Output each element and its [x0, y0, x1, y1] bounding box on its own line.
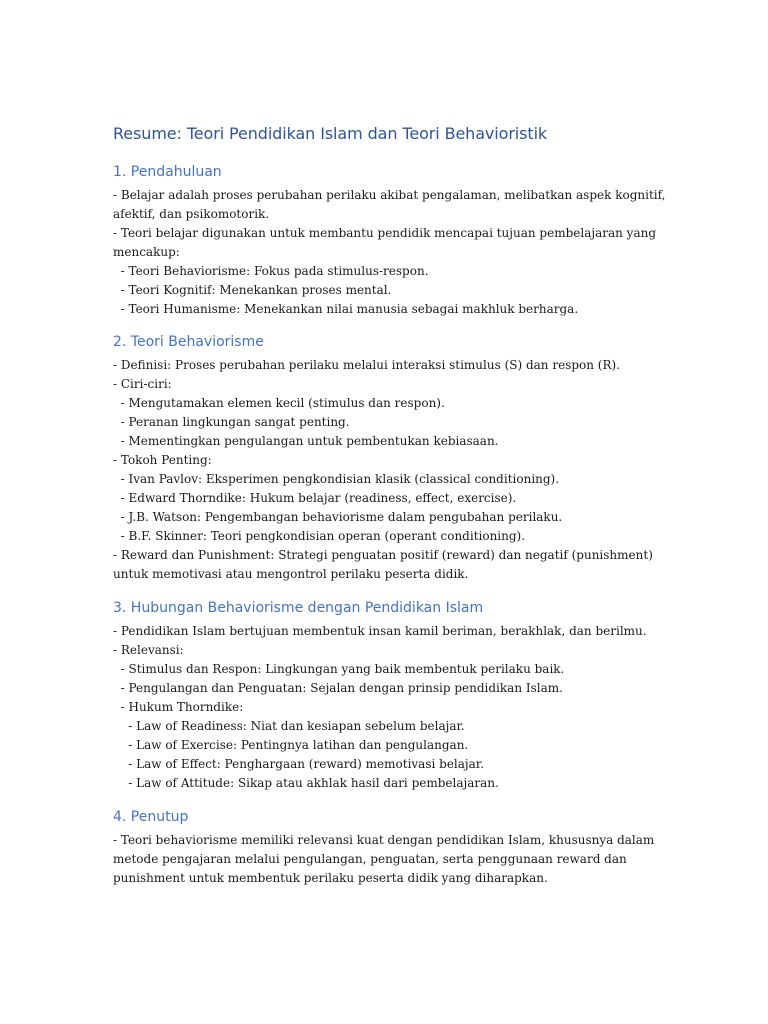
text-line: - Law of Attitude: Sikap atau akhlak hasil dari pembelajaran. — [113, 776, 499, 790]
section-body — [113, 356, 673, 584]
text-line: punishment untuk membentuk perilaku peserta didik yang diharapkan. — [113, 871, 548, 885]
text-line: - Edward Thorndike: Hukum belajar (readiness, effect, exercise). — [113, 491, 517, 505]
text-line: - J.B. Watson: Pengembangan behaviorisme dalam pengubahan perilaku. — [113, 510, 563, 524]
text-line: - Teori Behaviorisme: Fokus pada stimulus-respon. — [113, 264, 429, 278]
section-teori-behaviorisme — [113, 332, 673, 584]
section-body — [113, 186, 673, 319]
text-line: - Law of Readiness: Niat dan kesiapan sebelum belajar. — [113, 719, 465, 733]
text-line: - Peranan lingkungan sangat penting. — [113, 415, 350, 429]
text-line: - Pengulangan dan Penguatan: Sejalan dengan prinsip pendidikan Islam. — [113, 681, 563, 695]
section-heading: 4. Penutup — [113, 809, 189, 825]
section-heading: 1. Pendahuluan — [113, 164, 222, 180]
text-line: untuk memotivasi atau mengontrol perilaku peserta didik. — [113, 567, 469, 581]
text-line: metode pengajaran melalui pengulangan, penguatan, serta penggunaan reward dan — [113, 852, 627, 866]
text-line: - Teori Humanisme: Menekankan nilai manusia sebagai makhluk berharga. — [113, 302, 579, 316]
text-line: - Mengutamakan elemen kecil (stimulus dan respon). — [113, 396, 445, 410]
section-penutup — [113, 807, 673, 888]
text-line: - Mementingkan pengulangan untuk pembentukan kebiasaan. — [113, 434, 499, 448]
text-line: - B.F. Skinner: Teori pengkondisian operan (operant conditioning). — [113, 529, 526, 543]
text-line: - Reward dan Punishment: Strategi penguatan positif (reward) dan negatif (punishment) — [113, 548, 653, 562]
text-line: - Teori behaviorisme memiliki relevansi kuat dengan pendidikan Islam, khususnya dalam — [113, 833, 655, 847]
text-line: - Tokoh Penting: — [113, 453, 212, 467]
text-line: - Teori belajar digunakan untuk membantu pendidik mencapai tujuan pembelajaran yang — [113, 226, 657, 240]
text-line: mencakup: — [113, 245, 180, 259]
text-line: - Pendidikan Islam bertujuan membentuk insan kamil beriman, berakhlak, dan berilmu. — [113, 624, 647, 638]
text-line: afektif, dan psikomotorik. — [113, 207, 270, 221]
text-line: - Stimulus dan Respon: Lingkungan yang baik membentuk perilaku baik. — [113, 662, 565, 676]
text-line: - Belajar adalah proses perubahan perilaku akibat pengalaman, melibatkan aspek kognitif, — [113, 188, 666, 202]
section-body — [113, 622, 673, 793]
text-line: - Ciri-ciri: — [113, 377, 172, 391]
text-line: - Relevansi: — [113, 643, 184, 657]
text-line: - Teori Kognitif: Menekankan proses mental. — [113, 283, 392, 297]
section-pendahuluan — [113, 162, 673, 319]
section-hubungan — [113, 598, 673, 793]
text-line: - Definisi: Proses perubahan perilaku melalui interaksi stimulus (S) dan respon (R). — [113, 358, 621, 372]
text-line: - Law of Effect: Penghargaan (reward) memotivasi belajar. — [113, 757, 485, 771]
section-heading: 2. Teori Behaviorisme — [113, 334, 264, 350]
section-body — [113, 831, 673, 888]
text-line: - Law of Exercise: Pentingnya latihan dan pengulangan. — [113, 738, 469, 752]
text-line: - Ivan Pavlov: Eksperimen pengkondisian klasik (classical conditioning). — [113, 472, 560, 486]
section-heading: 3. Hubungan Behaviorisme dengan Pendidikan Islam — [113, 600, 484, 616]
text-line: - Hukum Thorndike: — [113, 700, 244, 714]
document-title: Resume: Teori Pendidikan Islam dan Teori Behavioristik — [113, 124, 548, 143]
